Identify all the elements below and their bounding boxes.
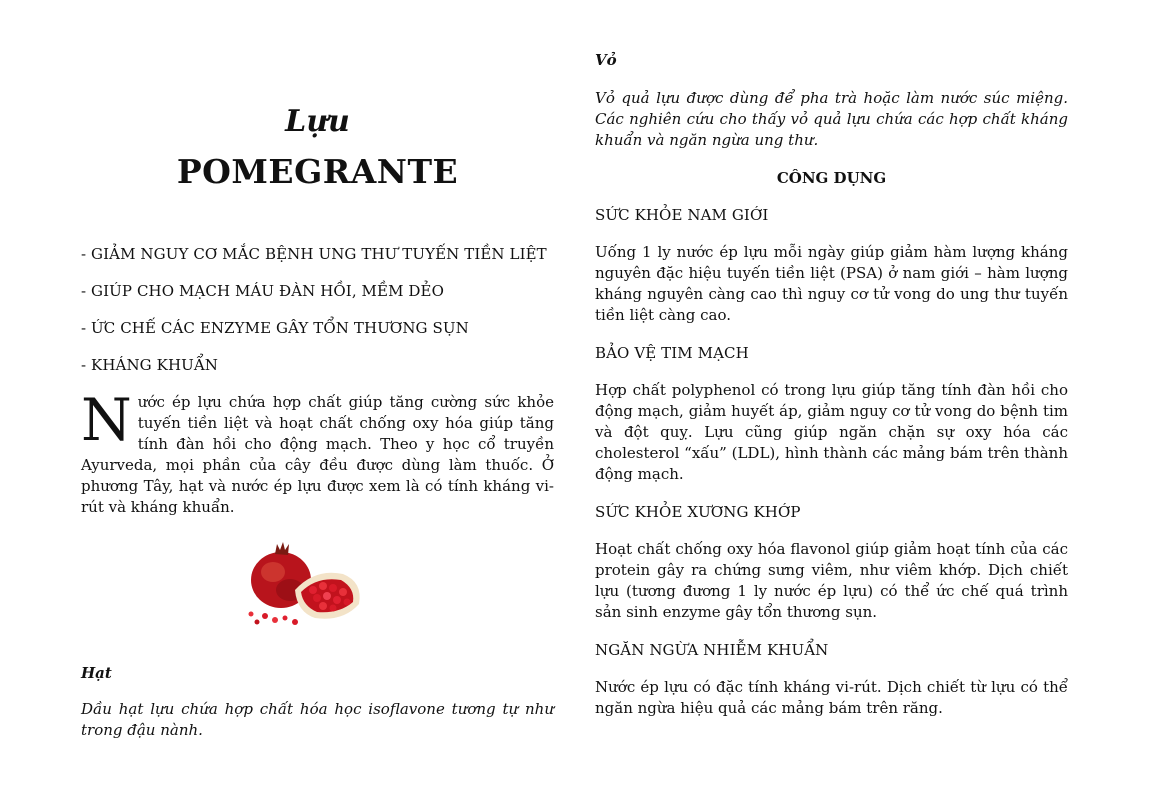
pomegranate-image — [81, 538, 554, 633]
title-english: POMEGRANTE — [176, 152, 459, 191]
section-heading: NGĂN NGỪA NHIỄM KHUẨN — [595, 641, 829, 659]
intro-text: ước ép lựu chứa hợp chất giúp tăng cường sức khỏe tuyến tiền liệt và hoạt chất chống oxy hóa giúp tăng tính đàn hồi cho động mạch. Theo y học cổ truyền Ayurveda, mọi phần của cây đều được dùng làm thuốc. Ở phương Tây, hạt và nước ép lựu được xem là có tính kháng vi-rút và kháng khuẩn. — [81, 393, 554, 516]
benefit-item: - ỨC CHẾ CÁC ENZYME GÂY TỔN THƯƠNG SỤN — [81, 319, 469, 337]
section-text: Uống 1 ly nước ép lựu mỗi ngày giúp giảm hàm lượng kháng nguyên đặc hiệu tuyến tiền liệt (PSA) ở nam giới – hàm lượng kháng nguyên càng cao thì nguy cơ tử vong do ung thư tuyến tiền liệt càng cao. — [595, 243, 1068, 324]
seed-heading: Hạt — [81, 664, 112, 682]
section-text: Nước ép lựu có đặc tính kháng vi-rút. Dịch chiết từ lựu có thể ngăn ngừa hiệu quả các mảng bám trên răng. — [595, 678, 1068, 717]
section-text: Hợp chất polyphenol có trong lựu giúp tăng tính đàn hồi cho động mạch, giảm huyết áp, giảm nguy cơ tử vong do bệnh tim và đột quỵ. Lựu cũng giúp ngăn chặn sự oxy hóa các cholesterol “xấu” (LDL), hình thành các mảng bám trên thành động mạch. — [595, 381, 1068, 483]
benefit-item: - KHÁNG KHUẨN — [81, 356, 219, 374]
title-vietnamese: Lựu — [285, 104, 350, 139]
intro-paragraph — [81, 386, 554, 518]
left-page — [81, 100, 554, 741]
peel-heading: Vỏ — [595, 51, 617, 69]
section-heading: SỨC KHỎE XƯƠNG KHỚP — [595, 503, 801, 521]
uses-title: CÔNG DỤNG — [776, 169, 887, 187]
section-heading: SỨC KHỎE NAM GIỚI — [595, 206, 769, 224]
benefits-list — [81, 244, 554, 375]
drop-cap: N — [81, 386, 132, 454]
section-text: Hoạt chất chống oxy hóa flavonol giúp giảm hoạt tính của các protein gây ra chứng sưng viêm, như viêm khớp. Dịch chiết lựu (tương đương 1 ly nước ép lựu) có thể ức chế quá trình sản sinh enzyme gây tổn thương sụn. — [595, 540, 1068, 621]
right-page — [595, 50, 1068, 719]
benefit-item: - GIÚP CHO MẠCH MÁU ĐÀN HỒI, MỀM DẺO — [81, 282, 444, 300]
pomegranate-icon — [235, 538, 375, 630]
benefit-item: - GIẢM NGUY CƠ MẮC BỆNH UNG THƯ TUYẾN TIỀN LIỆT — [81, 245, 547, 263]
peel-text: Vỏ quả lựu được dùng để pha trà hoặc làm nước súc miệng. Các nghiên cứu cho thấy vỏ quả lựu chứa các hợp chất kháng khuẩn và ngăn ngừa ung thư. — [595, 89, 1068, 149]
section-heading: BẢO VỆ TIM MẠCH — [595, 344, 749, 362]
seed-text: Dầu hạt lựu chứa hợp chất hóa học isoflavone tương tự như trong đậu nành. — [81, 700, 554, 739]
